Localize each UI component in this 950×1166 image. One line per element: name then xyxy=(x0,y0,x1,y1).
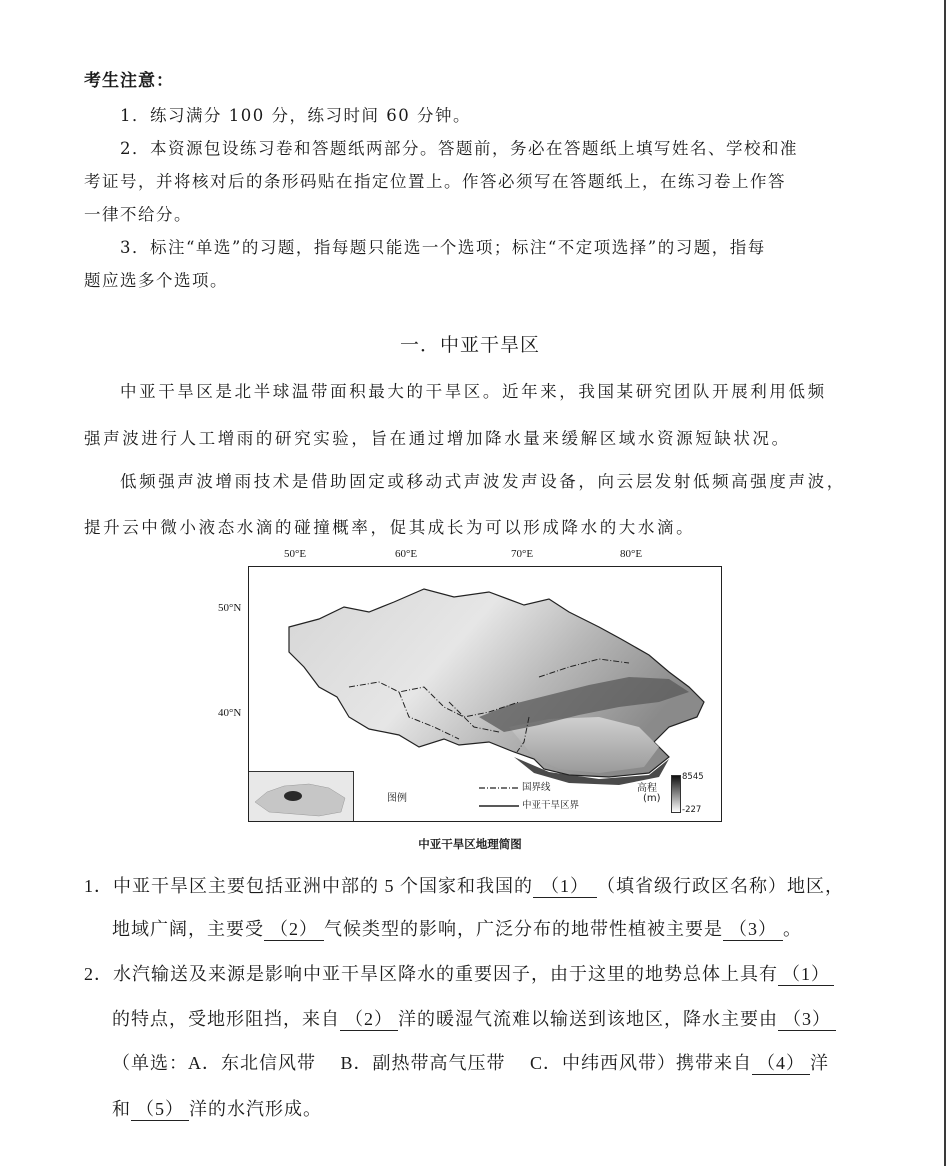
answer-blank[interactable]: （4） xyxy=(752,1054,810,1075)
elevation-unit: (m) xyxy=(643,793,661,804)
page-edge-rule xyxy=(944,0,946,1166)
answer-blank[interactable]: （5） xyxy=(131,1100,189,1121)
answer-blank[interactable]: （3） xyxy=(723,920,783,941)
legend-title: 图例 xyxy=(387,793,407,804)
legend-region-label: 中亚干旱区界 xyxy=(522,800,580,811)
elevation-color-bar xyxy=(671,775,681,813)
longitude-label: 50°E xyxy=(284,548,307,560)
locator-inset-graphic xyxy=(249,772,353,822)
elevation-min: -227 xyxy=(682,805,702,815)
question-text: 2．水汽输送及来源是影响中亚干旱区降水的重要因子，由于这里的地势总体上具有 xyxy=(84,964,778,984)
intro-paragraph-2-line-1: 低频强声波增雨技术是借助固定或移动式声波发声设备，向云层发射低频高强度声波， xyxy=(120,472,846,491)
question-2-line-2 xyxy=(112,1005,836,1031)
question-text: 地域广阔，主要受 xyxy=(112,919,264,939)
notice-item-2-line-1: 2．本资源包设练习卷和答题纸两部分。答题前，务必在答题纸上填写姓名、学校和准 xyxy=(120,139,798,158)
intro-paragraph-1-line-2: 强声波进行人工增雨的研究实验，旨在通过增加降水量来缓解区域水资源短缺状况。 xyxy=(84,429,791,448)
notice-title: 考生注意： xyxy=(84,71,174,91)
question-text: 洋 xyxy=(810,1053,830,1073)
intro-paragraph-2-line-2: 提升云中微小液态水滴的碰撞概率，促其成长为可以形成降水的大水滴。 xyxy=(84,518,696,537)
longitude-label: 60°E xyxy=(395,548,418,560)
answer-blank[interactable]: （2） xyxy=(340,1010,398,1031)
locator-inset-map xyxy=(249,771,354,822)
notice-item-3-line-2: 题应选多个选项。 xyxy=(84,271,228,290)
notice-item-2-line-3: 一律不给分。 xyxy=(84,205,192,224)
answer-blank[interactable]: （1） xyxy=(533,877,597,898)
question-text: 的特点，受地形阻挡，来自 xyxy=(112,1009,340,1029)
answer-blank[interactable]: （2） xyxy=(264,920,324,941)
question-2-line-4 xyxy=(112,1095,322,1121)
question-text: 。 xyxy=(783,919,802,939)
solid-line-icon xyxy=(479,802,519,810)
question-text: 洋的水汽形成。 xyxy=(189,1099,322,1119)
question-2-line-3 xyxy=(112,1049,829,1075)
map-caption: 中亚干旱区地理简图 xyxy=(418,837,522,851)
map-frame xyxy=(248,566,722,822)
legend-region-item xyxy=(479,797,579,811)
answer-blank[interactable]: （1） xyxy=(778,965,834,986)
question-text: 洋的暖湿气流难以输送到该地区，降水主要由 xyxy=(398,1009,778,1029)
latitude-label: 40°N xyxy=(218,707,242,719)
elevation-max: 8545 xyxy=(682,772,704,782)
elevation-title: 高程 xyxy=(637,783,657,794)
latitude-label: 50°N xyxy=(218,602,242,614)
answer-blank[interactable]: （3） xyxy=(778,1010,836,1031)
question-1-line-1 xyxy=(84,872,844,898)
map-figure xyxy=(200,540,740,840)
question-text: （单选：A．东北信风带 B．副热带高气压带 C．中纬西风带）携带来自 xyxy=(112,1053,753,1073)
notice-item-3-line-1: 3．标注“单选”的习题，指每题只能选一个选项；标注“不定项选择”的习题，指每 xyxy=(120,238,766,257)
section-title: 一．中亚干旱区 xyxy=(399,334,540,356)
question-text: （填省级行政区名称）地区， xyxy=(597,876,844,896)
legend-border-label: 国界线 xyxy=(522,782,551,793)
question-text: 1．中亚干旱区主要包括亚洲中部的 5 个国家和我国的 xyxy=(84,876,533,896)
notice-item-1: 1．练习满分 100 分，练习时间 60 分钟。 xyxy=(120,106,471,125)
legend-border-item xyxy=(479,779,551,793)
notice-item-2-line-2: 考证号，并将核对后的条形码贴在指定位置上。作答必须写在答题纸上，在练习卷上作答 xyxy=(84,172,786,191)
question-text: 气候类型的影响，广泛分布的地带性植被主要是 xyxy=(324,919,723,939)
question-2-line-1 xyxy=(84,960,834,986)
dash-dot-line-icon xyxy=(479,784,519,792)
question-text: 和 xyxy=(112,1099,131,1119)
question-1-line-2 xyxy=(112,915,802,941)
intro-paragraph-1-line-1: 中亚干旱区是北半球温带面积最大的干旱区。近年来，我国某研究团队开展利用低频 xyxy=(120,382,827,401)
longitude-label: 80°E xyxy=(620,548,643,560)
longitude-label: 70°E xyxy=(511,548,534,560)
